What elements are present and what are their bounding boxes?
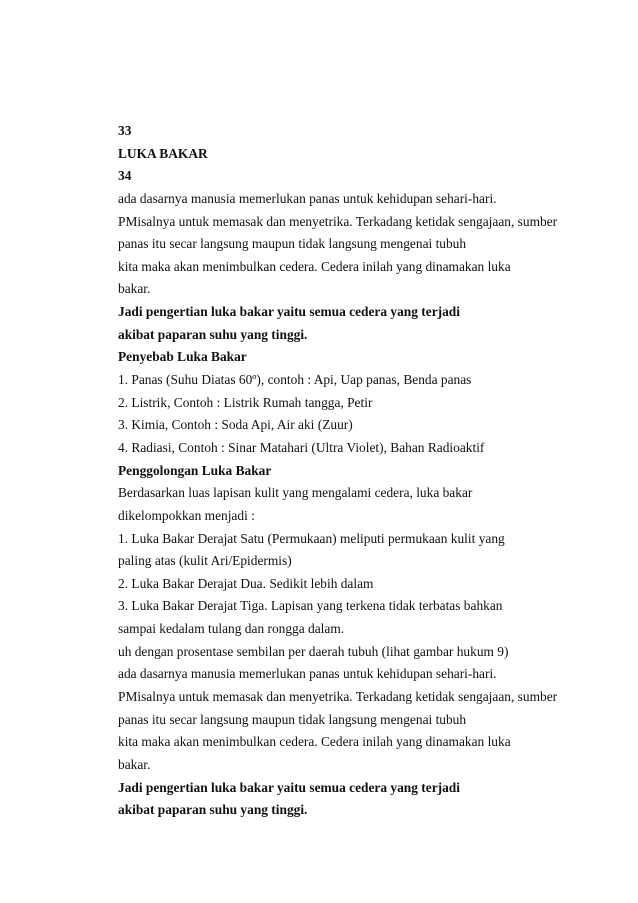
- text-line: bakar.: [118, 756, 151, 772]
- text-line: 2. Listrik, Contoh : Listrik Rumah tangga, Petir: [118, 394, 373, 410]
- text-line: 4. Radiasi, Contoh : Sinar Matahari (Ultra Violet), Bahan Radioaktif: [118, 439, 485, 455]
- text-line: ada dasarnya manusia memerlukan panas untuk kehidupan sehari-hari.: [118, 190, 497, 206]
- text-line: PMisalnya untuk memasak dan menyetrika. Terkadang ketidak sengajaan, sumber: [118, 689, 558, 705]
- text-line: dikelompokkan menjadi :: [118, 507, 255, 523]
- bold-text-line: akibat paparan suhu yang tinggi.: [118, 802, 308, 818]
- text-line: kita maka akan menimbulkan cedera. Cedera inilah yang dinamakan luka: [118, 734, 511, 750]
- text-line: 1. Luka Bakar Derajat Satu (Permukaan) meliputi permukaan kulit yang: [118, 530, 505, 546]
- text-line: uh dengan prosentase sembilan per daerah tubuh (lihat gambar hukum 9): [118, 643, 509, 659]
- text-line: panas itu secar langsung maupun tidak langsung mengenai tubuh: [118, 711, 467, 727]
- bold-text-line: LUKA BAKAR: [118, 145, 208, 161]
- bold-text-line: 33: [118, 123, 132, 138]
- text-line: kita maka akan menimbulkan cedera. Cedera inilah yang dinamakan luka: [118, 258, 511, 274]
- bold-text-line: Penyebab Luka Bakar: [118, 349, 247, 365]
- text-line: bakar.: [118, 281, 151, 297]
- document-body: [118, 120, 588, 822]
- text-line: 1. Panas (Suhu Diatas 60º), contoh : Api, Uap panas, Benda panas: [118, 372, 472, 388]
- text-line: sampai kedalam tulang dan rongga dalam.: [118, 621, 345, 637]
- text-line: panas itu secar langsung maupun tidak langsung mengenai tubuh: [118, 236, 467, 252]
- bold-text-line: Jadi pengertian luka bakar yaitu semua cedera yang terjadi: [118, 304, 460, 320]
- bold-text-line: akibat paparan suhu yang tinggi.: [118, 326, 308, 342]
- text-line: 3. Kimia, Contoh : Soda Api, Air aki (Zuur): [118, 417, 353, 433]
- text-line: PMisalnya untuk memasak dan menyetrika. Terkadang ketidak sengajaan, sumber: [118, 213, 558, 229]
- text-line: ada dasarnya manusia memerlukan panas untuk kehidupan sehari-hari.: [118, 666, 497, 682]
- bold-text-line: 34: [118, 168, 132, 184]
- text-line: paling atas (kulit Ari/Epidermis): [118, 553, 292, 569]
- text-line: 2. Luka Bakar Derajat Dua. Sedikit lebih dalam: [118, 575, 374, 591]
- text-line: Berdasarkan luas lapisan kulit yang mengalami cedera, luka bakar: [118, 485, 473, 501]
- bold-text-line: Jadi pengertian luka bakar yaitu semua cedera yang terjadi: [118, 779, 460, 795]
- bold-text-line: Penggolongan Luka Bakar: [118, 462, 272, 478]
- text-line: 3. Luka Bakar Derajat Tiga. Lapisan yang terkena tidak terbatas bahkan: [118, 598, 503, 614]
